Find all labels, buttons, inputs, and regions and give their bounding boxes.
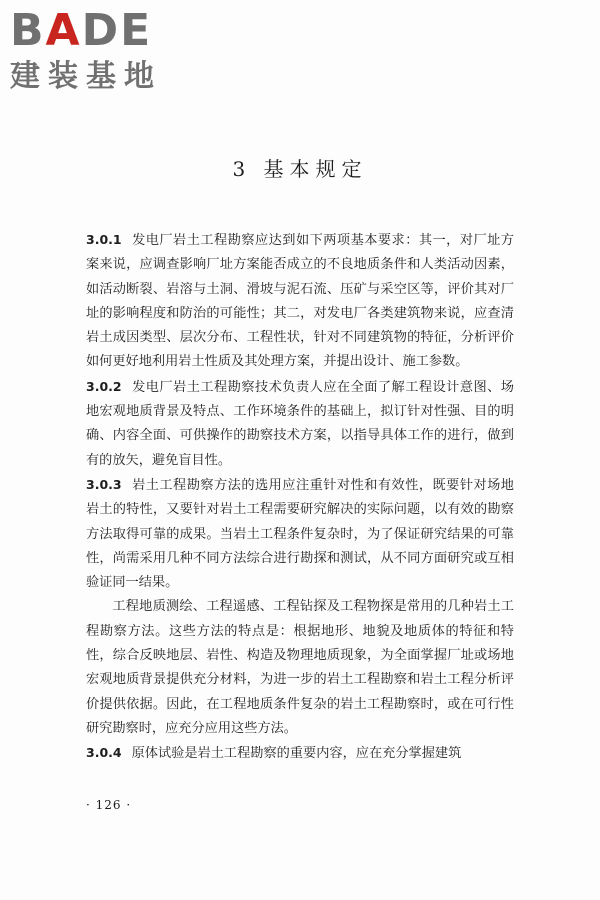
- clause: [86, 375, 514, 473]
- clause: [86, 228, 514, 375]
- clause-text: 岩土工程勘察方法的选用应注重针对性和有效性，既要针对场地岩土的特性，又要针对岩土工程需要研究解决的实际问题，以有效的勘察方法取得可靠的成果。当岩土工程条件复杂时，为了保证研究结果的可靠性，尚需采用几种不同方法综合进行勘探和测试，从不同方面研究或互相验证同一结果。: [86, 477, 514, 591]
- page-number: · 126 ·: [86, 798, 132, 812]
- publisher-logo: [10, 5, 180, 96]
- clause-text: 发电厂岩土工程勘察应达到如下两项基本要求：其一，对厂址方案来说，应调查影响厂址方案能否成立的不良地质条件和人类活动因素，如活动断裂、岩溶与土洞、滑坡与泥石流、压矿与采空区等，评价其对厂址的影响程度和防治的可能性；其二，对发电厂各类建筑物来说，应查清岩土成因类型、层次分布、工程性状，针对不同建筑物的特征，分析评价如何更好地利用岩土性质及其处理方案，并提出设计、施工参数。: [86, 233, 514, 370]
- logo-chinese-text: 建装基地: [10, 59, 162, 94]
- logo-wordmark: BADE: [10, 5, 153, 56]
- logo-accent-letter: A: [45, 5, 82, 56]
- clause-number: 3.0.3: [86, 476, 122, 492]
- clause-number: 3.0.1: [86, 232, 122, 247]
- clause-text: 原体试验是岩土工程勘察的重要内容，应在充分掌握建筑: [131, 746, 462, 762]
- body-paragraph: 工程地质测绘、工程遥感、工程钻探及工程物探是常用的几种岩土工程勘察方法。这些方法的特点是：根据地形、地貌及地质体的特征和特性，综合反映地层、岩性、构造及物理地质现象，为全面掌握厂址或场地宏观地质背景提供充分材料，为进一步的岩土工程勘察和岩土工程分析评价提供依据。因此，在工程地质条件复杂的岩土工程勘察时，或在可行性研究勘察时，应充分应用这些方法。: [86, 599, 514, 736]
- clause: [86, 473, 514, 595]
- clause-number: 3.0.2: [86, 378, 122, 394]
- chapter-title: 3 基本规定: [232, 157, 368, 181]
- clause: [86, 741, 514, 766]
- clause-text: 发电厂岩土工程勘察技术负责人应在全面了解工程设计意图、场地宏观地质背景及特点、工作环境条件的基础上，拟订针对性强、目的明确、内容全面、可供操作的勘察技术方案，以指导具体工作的进行，做到有的放矢，避免盲目性。: [86, 379, 514, 468]
- document-body: [86, 228, 514, 767]
- clause-number: 3.0.4: [86, 745, 122, 761]
